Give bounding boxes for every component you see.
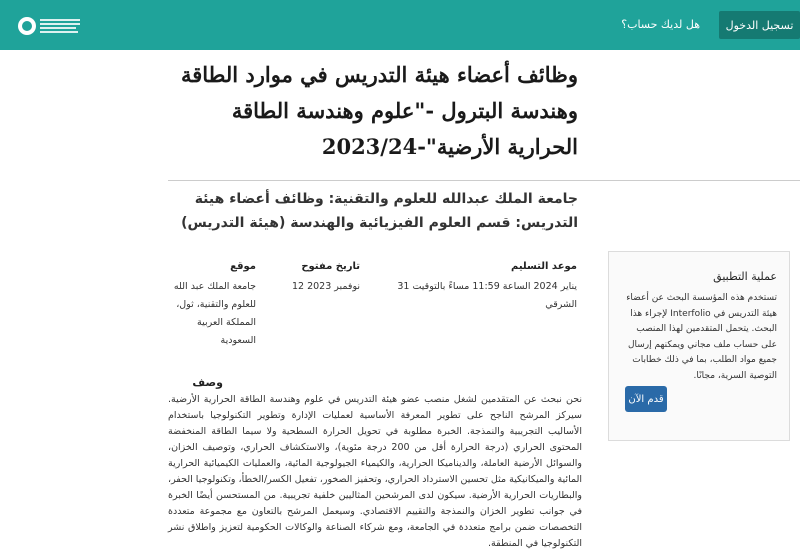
logo-wordmark [40,19,80,33]
application-process-title: عملية التطبيق [713,270,777,283]
deadline-value: يناير 2024 الساعة 11:59 مساءً بالتوقيت 31 الشرقي [397,281,577,310]
kaust-logo[interactable] [18,14,82,38]
deadline-section [385,260,577,314]
job-title: وظائف أعضاء هيئة التدريس في موارد الطاقة وهندسة البترول -"علوم وهندسة الطاقة الحرارية الأرضية"-2023/24 [180,62,578,159]
location-value: جامعة الملك عبد الله للعلوم والتقنية، ثول، المملكة العربية السعودية [173,281,256,346]
application-process-text: تستخدم هذه المؤسسة البحث عن أعضاء هيئة التدريس في Interfolio لإجراء هذا البحث. يتحمل المتقدمين لهذا المنصب على حساب ملف مجاني ويمكنهم إرسال جميع مواد الطلب، بما في ذلك خطابات التوصية السرية، مجانًا. [626,293,777,381]
opened-date-section [278,260,360,296]
location-label: موقع [230,261,256,272]
opened-date-label: تاريخ مفتوح [301,261,360,272]
login-button[interactable]: تسجيل الدخول [719,11,800,39]
apply-now-button[interactable]: قدم الآن [625,386,667,412]
deadline-label: موعد التسليم [511,261,577,272]
logo-emblem-icon [18,17,36,35]
description-body: نحن نبحث عن المتقدمين لشغل منصب عضو هيئة التدريس في علوم وهندسة الطاقة الحرارية الأرضية. سيركز المرشح الناجح على تطوير المعرفة الأساسية لعمليات الإدارة وتطوير التكنولوجيا باستخدام الأساليب التجريبية والنمذجة. الخبرة مطلوبة في تحويل الحرارة السطحية ولا سيما الطاقة المنخفضة المحتوى الحراري (درجة الحرارة أقل من 200 درجة مئوية)، والاستكشاف الحراري، وتوصيف الخزان، والسوائل الأرضية العاملة، والديناميكا الحرارية، والكيمياء الجيولوجية المائية، والعمليات الكيميائية الحرارية المائية والميكانيكية مثل تحسين الاسترداد الحراري، وتحفيز الصخور، تفعيل الكسر/الخطأ، وتكنولوجيا الحفر، والبطاريات الحرارية الأرضية. سيكون لدى المرشحين المثاليين خلفية تجريبية. من المستحسن أيضًا الخبرة في جوانب تطوير الخزان والنمذجة والتقييم الاقتصادي. وسيعمل المرشح بالتعاون مع مجموعة متعددة التخصصات ضمن برامج متعددة في الجامعة، ومع شركاء الصناعة والوكالات الحكومية لتعزيز واطلاق نشر التكنولوجيا في المنطقة. [168,394,582,549]
have-account-link[interactable]: هل لديك حساب؟ [621,18,700,31]
location-section [168,260,256,350]
opened-date-value: نوفمبر 2023 12 [291,281,360,292]
application-process-panel [608,251,790,441]
title-divider [168,180,800,181]
top-navbar [0,0,800,50]
institution-name: جامعة الملك عبدالله للعلوم والتقنية: وظائف أعضاء هيئة التدريس: قسم العلوم الفيزيائية والهندسة (هيئة التدريس) [181,191,578,231]
description-heading: وصف [192,376,223,389]
